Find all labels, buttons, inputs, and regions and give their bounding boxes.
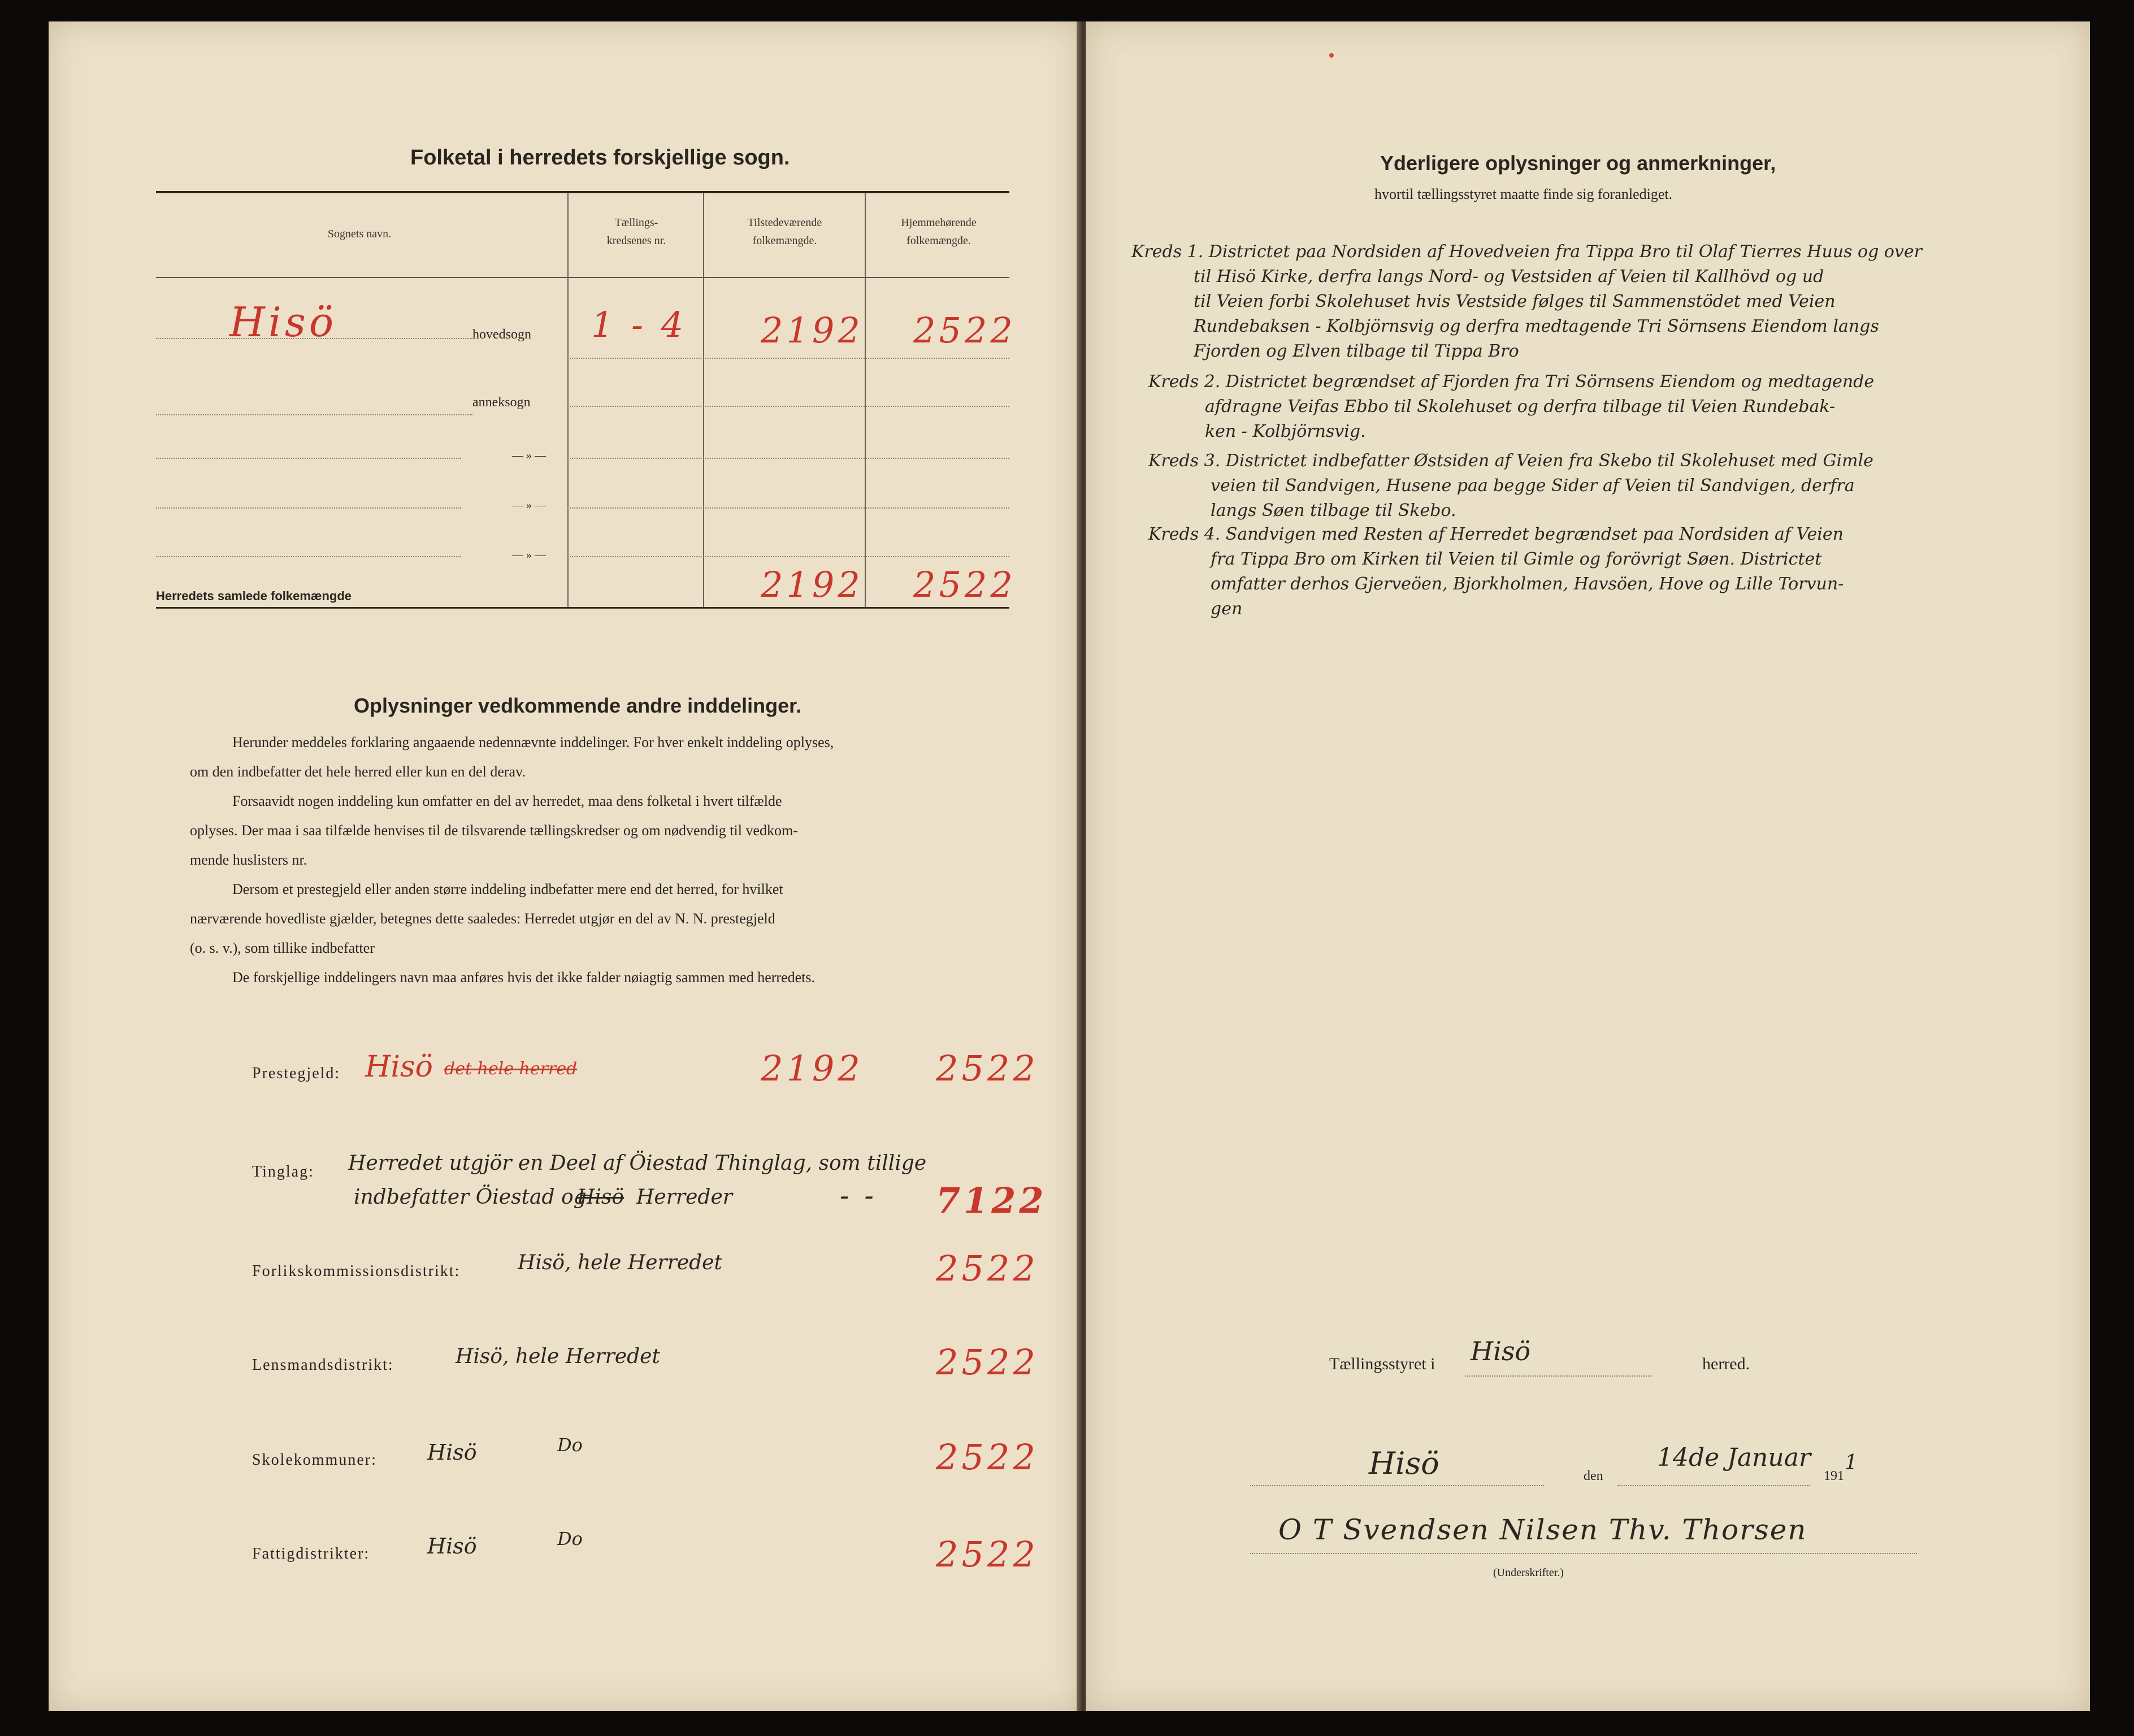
note-line: Kreds 4. Sandvigen med Resten af Herredet begrændset paa Nordsiden af Veien xyxy=(1148,524,1844,544)
division-num2: 2522 xyxy=(936,1534,1039,1575)
note-line: gen xyxy=(1211,599,1243,619)
date-den: den xyxy=(1584,1469,1603,1483)
division-num2: 2522 xyxy=(936,1048,1039,1089)
division-ditto: Do xyxy=(557,1434,583,1456)
dotted-line xyxy=(1617,1485,1810,1486)
row-rule xyxy=(567,406,1009,407)
total-label: Herredets samlede folkemængde xyxy=(156,589,352,603)
paragraph-line: Dersom et prestegjeld eller anden større inddeling indbefatter mere end det herred, for hvilket xyxy=(232,881,783,897)
division-num1: - - xyxy=(840,1180,877,1212)
note-line: ken - Kolbjörnsvig. xyxy=(1205,422,1366,441)
header-tilstede: Tilstedeværende folkemængde. xyxy=(747,216,822,247)
sogn-type: — » — xyxy=(512,449,546,462)
division-hand: Hisö, hele Herredet xyxy=(518,1251,722,1274)
pin-mark xyxy=(1329,53,1334,58)
tilstede-value: 2192 xyxy=(761,310,864,351)
note-line: Rundebaksen - Kolbjörnsvig og derfra medtagende Tri Sörnsens Eiendom langs xyxy=(1194,316,1879,336)
dotted-line xyxy=(156,338,472,339)
date-hand: 14de Januar xyxy=(1657,1443,1811,1472)
styre-prefix: Tællingsstyret i xyxy=(1329,1355,1435,1373)
division-hand: Hisö, hele Herredet xyxy=(456,1345,660,1368)
paragraph-line: Herunder meddeles forklaring angaaende nedennævnte inddelinger. For hver enkelt inddeling oplyses, xyxy=(232,734,834,750)
dotted-line xyxy=(1250,1485,1544,1486)
left-page xyxy=(49,21,1081,1711)
division-num2: 7122 xyxy=(936,1180,1047,1221)
year-prefix: 191 xyxy=(1824,1469,1844,1483)
note-line: veien til Sandvigen, Husene paa begge Sider af Veien til Sandvigen, derfra xyxy=(1211,476,1855,496)
note-line: omfatter derhos Gjerveöen, Bjorkholmen, Havsöen, Hove og Lille Torvun- xyxy=(1211,574,1844,594)
division-num1: 2192 xyxy=(761,1048,864,1089)
dotted-line xyxy=(156,556,461,557)
division-hand: Hisö xyxy=(365,1050,433,1084)
note-line: Kreds 3. Districtet indbefatter Østsiden af Veien fra Skebo til Skolehuset med Gimle xyxy=(1148,451,1873,471)
notes-block xyxy=(1131,242,2070,626)
col-divider xyxy=(567,193,569,607)
note-line: fra Tippa Bro om Kirken til Veien til Gimle og forövrigt Søen. Districtet xyxy=(1211,549,1822,569)
dotted-line xyxy=(156,458,461,459)
note-line: Kreds 1. Districtet paa Nordsiden af Hovedveien fra Tippa Bro til Olaf Tierres Huus og over xyxy=(1131,242,1922,262)
paragraph-line: (o. s. v.), som tillike indbefatter xyxy=(190,940,375,956)
section-title: Oplysninger vedkommende andre inddelinger. xyxy=(354,694,802,717)
division-hand: Herredet utgjör en Deel af Öiestad Thinglag, som tillige xyxy=(348,1152,927,1175)
col-divider xyxy=(865,193,866,607)
division-label: Lensmandsdistrikt: xyxy=(252,1356,394,1374)
paragraph-line: Forsaavidt nogen inddeling kun omfatter en del av herredet, maa dens folketal i hvert tilfælde xyxy=(232,793,782,809)
sogn-type: hovedsogn xyxy=(472,327,531,342)
division-num2: 2522 xyxy=(936,1436,1039,1478)
signatures: O T Svendsen Nilsen Thv. Thorsen xyxy=(1278,1513,1807,1546)
header-hjemme: Hjemmehørende folkemængde. xyxy=(901,216,977,247)
sogn-type: — » — xyxy=(512,499,546,511)
right-subtitle: hvortil tællingsstyret maatte finde sig foranlediget. xyxy=(1374,186,1673,202)
row-rule xyxy=(567,358,1009,359)
paragraph-line: mende huslisters nr. xyxy=(190,852,307,868)
note-line: langs Søen tilbage til Skebo. xyxy=(1211,501,1456,520)
dotted-line xyxy=(156,414,472,415)
sogn-name: Hisö xyxy=(229,298,337,346)
division-label: Fattigdistrikter: xyxy=(252,1545,370,1563)
right-title: Yderligere oplysninger og anmerkninger, xyxy=(1380,151,1776,175)
row-rule xyxy=(567,556,1009,557)
division-label: Skolekommuner: xyxy=(252,1451,377,1469)
division-hand: Hisö xyxy=(427,1440,477,1465)
division-ditto: Do xyxy=(557,1528,583,1550)
paragraph-line: om den indbefatter det hele herred eller kun en del derav. xyxy=(190,763,526,780)
division-hand: Hisö xyxy=(427,1534,477,1559)
division-label: Prestegjeld: xyxy=(252,1065,341,1082)
kreds-nr: 1 - 4 xyxy=(591,304,687,345)
division-label: Tinglag: xyxy=(252,1163,314,1181)
paragraph-line: De forskjellige inddelingers navn maa anføres hvis det ikke falder nøiagtig sammen med herredets. xyxy=(232,969,815,986)
division-hand-line2: indbefatter Öiestad og xyxy=(354,1186,587,1209)
table-header-rule xyxy=(156,277,1009,278)
division-struck: Hisö xyxy=(577,1186,624,1209)
division-num2: 2522 xyxy=(936,1248,1039,1289)
header-kredser: Tællings- kredsenes nr. xyxy=(606,216,666,247)
hjemme-value: 2522 xyxy=(913,310,1016,351)
division-label: Forlikskommissionsdistrikt: xyxy=(252,1262,461,1280)
dotted-line xyxy=(1250,1553,1917,1554)
paragraph-line: oplyses. Der maa i saa tilfælde henvises til de tilsvarende tællingskredser og om nødvendig til vedkom- xyxy=(190,822,798,839)
styre-suffix: herred. xyxy=(1702,1355,1750,1373)
place-hand: Hisö xyxy=(1369,1446,1439,1481)
dotted-line xyxy=(156,507,461,509)
dotted-line xyxy=(1465,1375,1651,1377)
underskrifter-label: (Underskrifter.) xyxy=(1493,1566,1564,1579)
right-page xyxy=(1086,21,2090,1711)
note-line: til Hisö Kirke, derfra langs Nord- og Vestsiden af Veien til Kallhövd og ud xyxy=(1194,267,1824,287)
division-hand-line3: Herreder xyxy=(636,1186,732,1209)
styre-hand: Hisö xyxy=(1471,1336,1531,1366)
header-sogn: Sognets navn. xyxy=(327,228,392,240)
division-struck: det hele herred xyxy=(444,1059,578,1079)
total-tilstede: 2192 xyxy=(761,564,864,605)
division-num2: 2522 xyxy=(936,1342,1039,1383)
note-line: til Veien forbi Skolehuset hvis Vestside følges til Sammenstödet med Veien xyxy=(1194,292,1836,311)
note-line: Kreds 2. Districtet begrændset af Fjorden fra Tri Sörnsens Eiendom og medtagende xyxy=(1148,372,1875,392)
year-hand: 1 xyxy=(1845,1451,1858,1474)
table-top-rule xyxy=(156,191,1009,193)
row-rule xyxy=(567,507,1009,509)
row-rule xyxy=(567,458,1009,459)
note-line: afdragne Veifas Ebbo til Skolehuset og derfra tilbage til Veien Rundebak- xyxy=(1205,397,1836,416)
col-divider xyxy=(703,193,704,607)
paragraph-line: nærværende hovedliste gjælder, betegnes dette saaledes: Herredet utgjør en del av N. N. prestegjeld xyxy=(190,910,775,927)
note-line: Fjorden og Elven tilbage til Tippa Bro xyxy=(1194,341,1519,361)
total-hjemme: 2522 xyxy=(913,564,1016,605)
table-bottom-rule xyxy=(156,607,1009,609)
table-title: Folketal i herredets forskjellige sogn. xyxy=(410,146,790,170)
sogn-type: anneksogn xyxy=(472,395,531,410)
sogn-type: — » — xyxy=(512,549,546,561)
